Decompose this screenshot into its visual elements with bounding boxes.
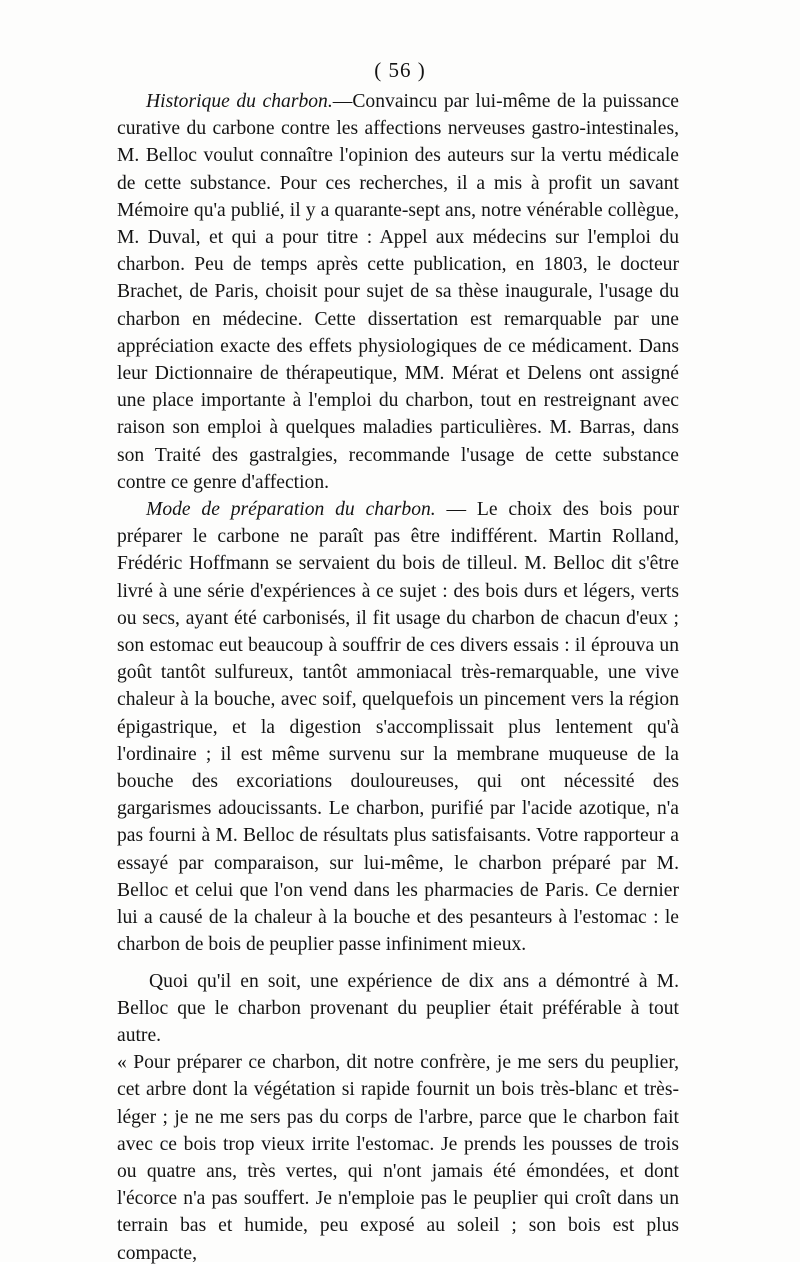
section-heading-historique: Historique du charbon. xyxy=(146,91,333,112)
paragraph-text: — Le choix des bois pour préparer le carbone ne paraît pas être indifférent. Martin Rolland, Frédéric Hoffmann se servaient du bois de tilleul. M. Belloc dit s'être livré à une série d'expériences à ce sujet : des bois durs et légers, verts ou secs, ayant été carbonisés, il fit usage du charbon de chacun d'eux ; son estomac eut beaucoup à souffrir de ces divers essais : il éprouva un goût tantôt sulfureux, tantôt ammoniacal très-remarquable, une vive chaleur à la bouche, avec soif, quelquefois un pincement vers la région épigastrique, et la digestion s'accomplissait plus lentement qu'à l'ordinaire ; il est même survenu sur la membrane muqueuse de la bouche des excoriations douloureuses, qui ont nécessité des gargarismes adoucissants. Le charbon, purifié par l'acide azotique, n'a pas fourni à M. Belloc de résultats plus satisfaisants. Votre rapporteur a essayé par comparaison, sur lui-même, le charbon préparé par M. Belloc et celui que l'on vend dans les pharmacies de Paris. Ce dernier lui a causé de la chaleur à la bouche et des pesanteurs à l'estomac : le charbon de bois de peuplier passe infiniment mieux. xyxy=(117,499,679,956)
page-body xyxy=(117,88,679,1267)
page-number: ( 56 ) xyxy=(374,58,426,82)
paragraph-historique xyxy=(117,88,679,496)
section-heading-mode-preparation: Mode de préparation du charbon. xyxy=(146,499,436,521)
paragraph-quoi-quil: Quoi qu'il en soit, une expérience de dix ans a démontré à M. Belloc que le charbon provenant du peuplier était préférable à tout autre. xyxy=(117,970,679,1046)
paragraph-text: —Convaincu par lui-même de la puissance curative du carbone contre les affections nerveuses gastro-intestinales, M. Belloc voulut connaître l'opinion des auteurs sur la vertu médicale de cette substance. Pour ces recherches, il a mis à profit un savant Mémoire qu'a publié, il y a quarante-sept ans, notre vénérable collègue, M. Duval, et qui a pour titre : Appel aux médecins sur l'emploi du charbon. Peu de temps après cette publication, en 1803, le docteur Brachet, de Paris, choisit pour sujet de sa thèse inaugurale, l'usage du charbon en médecine. Cette dissertation est remarquable par une appréciation exacte des effets physiologiques de ce médicament. Dans leur Dictionnaire de thérapeutique, MM. Mérat et Delens ont assigné une place importante à l'emploi du charbon, tout en restreignant avec raison son emploi à quelques maladies particulières. M. Barras, dans son Traité des gastralgies, recommande l'usage de cette substance contre ce genre d'affection. xyxy=(117,91,680,493)
paragraph-quotation: « Pour préparer ce charbon, dit notre confrère, je me sers du peuplier, cet arbre dont la végétation si rapide fournit un bois très-blanc et très-léger ; je ne me sers pas du corps de l'arbre, parce que le charbon fait avec ce bois trop vieux irrite l'estomac. Je prends les pousses de trois ou quatre ans, très vertes, qui n'ont jamais été émondées, et dont l'écorce n'a pas souffert. Je n'emploie pas le peuplier qui croît dans un terrain bas et humide, peu exposé au soleil ; son bois est plus compacte, xyxy=(117,1052,679,1264)
paragraph-mode-preparation xyxy=(117,496,679,958)
